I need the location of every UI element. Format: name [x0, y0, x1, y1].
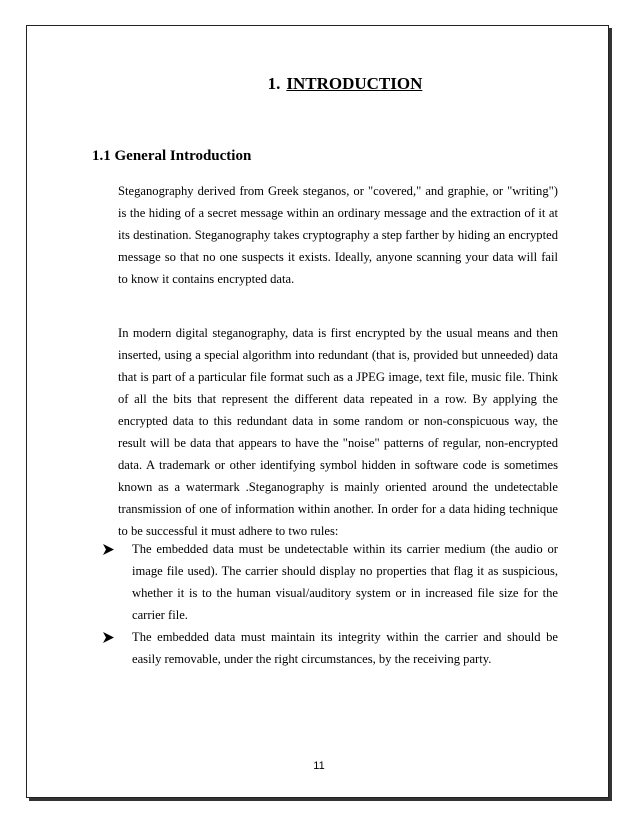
chapter-title-text: INTRODUCTION	[286, 74, 423, 93]
paragraph-1: Steganography derived from Greek steganos, or "covered," and graphie, or "writing") is the hiding of a secret message within an ordinary message and the extraction of it at its destination. Steganography takes cryptography a step farther by hiding an encrypted message so that no one suspects it exists. Ideally, anyone scanning your data will fail to know it contains encrypted data.	[118, 184, 558, 286]
arrowhead-bullet-icon	[103, 538, 115, 560]
chapter-title	[0, 74, 638, 94]
section-heading: 1.1 General Introduction	[92, 148, 252, 164]
bullet-text: The embedded data must be undetectable within its carrier medium (the audio or image file used). The carrier should display no properties that flag it as suspicious, whether it is to the human visual/auditory system or in increased file size for the carrier file.	[132, 542, 558, 622]
chapter-number: 1.	[267, 74, 281, 93]
page-number: 11	[313, 760, 325, 772]
bullet-list	[118, 538, 558, 670]
bullet-text: The embedded data must maintain its integrity within the carrier and should be easily removable, under the right circumstances, by the receiving party.	[132, 630, 558, 666]
bullet-item	[118, 538, 558, 626]
paragraph-2: In modern digital steganography, data is first encrypted by the usual means and then inserted, using a special algorithm into redundant (that is, provided but unneeded) data that is part of a particular file format such as a JPEG image, text file, music file. Think of all the bits that represent the different data repeated in a row. By applying the encrypted data to this redundant data in some random or non-conspicuous way, the result will be data that appears to have the "noise" patterns of regular, non-encrypted data. A trademark or other identifying symbol hidden in software code is sometimes known as a watermark .Steganography is mainly oriented around the undetectable transmission of one of information within another. In order for a data hiding technique to be successful it must adhere to two rules:	[118, 326, 558, 538]
arrowhead-bullet-icon	[103, 626, 115, 648]
bullet-item	[118, 626, 558, 670]
